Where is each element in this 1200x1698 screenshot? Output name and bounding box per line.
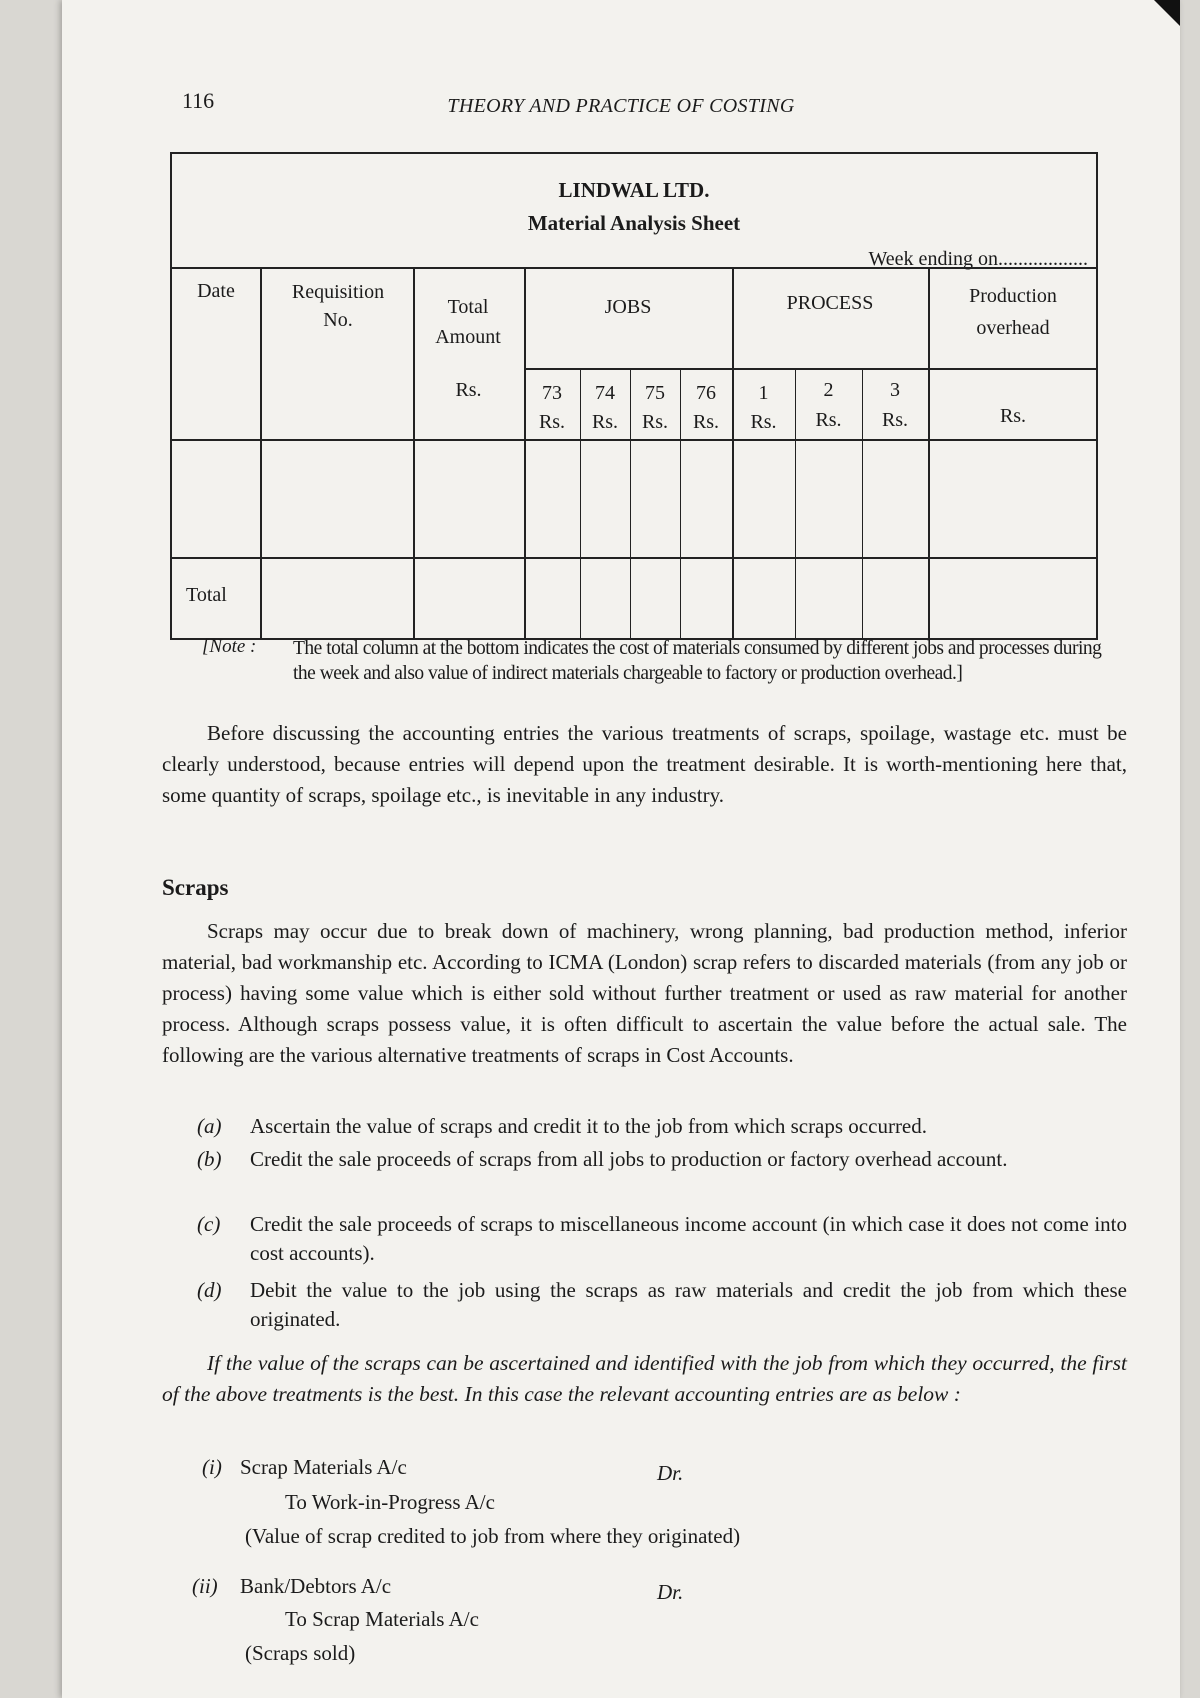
process-number: 3 bbox=[890, 379, 900, 401]
header-jobs: JOBS bbox=[604, 296, 652, 318]
header-process: PROCESS bbox=[786, 292, 874, 314]
entry-narration: (Value of scrap credited to job from where they originated) bbox=[245, 1524, 741, 1548]
overhead-currency: Rs. bbox=[999, 405, 1027, 427]
scraps-paragraph: Scraps may occur due to break down of machinery, wrong planning, bad production method, inferior material, bad workmanship etc. According to ICMA (London) scrap refers to discarded materials (from any job or process) having some value which is either sold without further treatment or used as raw material for another process. Although scraps possess value, it is often difficult to ascertain the value before the actual sale. The following are the various alternative treatments of scraps in Cost Accounts. bbox=[162, 919, 1127, 1067]
entry-label: (ii) bbox=[192, 1574, 218, 1598]
entry-credit: To Scrap Materials A/c bbox=[285, 1607, 479, 1631]
total-row-label: Total bbox=[186, 584, 227, 606]
treatment-text: Credit the sale proceeds of scraps from all jobs to production or factory overhead account. bbox=[250, 1147, 1008, 1171]
book-page bbox=[62, 0, 1180, 1698]
section-heading-scraps: Scraps bbox=[162, 875, 229, 900]
process-currency: Rs. bbox=[815, 409, 842, 431]
page-corner-fold bbox=[1154, 0, 1180, 26]
treatment-label: (a) bbox=[197, 1114, 222, 1138]
job-currency: Rs. bbox=[538, 411, 566, 433]
entry-debit: Bank/Debtors A/c bbox=[240, 1574, 392, 1598]
job-number: 73 bbox=[542, 382, 562, 404]
job-number: 74 bbox=[595, 382, 615, 404]
header-production-overhead: Production overhead bbox=[969, 285, 1057, 339]
entry-dr: Dr. bbox=[657, 1461, 684, 1485]
treatment-text: Debit the value to the job using the scraps as raw materials and credit the job from which these originated. bbox=[250, 1278, 1127, 1331]
job-number: 76 bbox=[696, 382, 716, 404]
process-currency: Rs. bbox=[750, 411, 777, 433]
treatment-label: (b) bbox=[197, 1147, 222, 1171]
header-total-currency: Rs. bbox=[455, 379, 482, 401]
entry-label: (i) bbox=[202, 1455, 222, 1479]
entry-narration: (Scraps sold) bbox=[245, 1641, 356, 1665]
table-rule-sub-header bbox=[524, 368, 1098, 370]
treatment-item bbox=[197, 1112, 1127, 1141]
col-rule bbox=[413, 267, 415, 640]
entry-debit: Scrap Materials A/c bbox=[240, 1455, 407, 1479]
treatment-item bbox=[197, 1145, 1127, 1174]
job-currency: Rs. bbox=[591, 411, 619, 433]
entry-dr: Dr. bbox=[657, 1580, 684, 1604]
table-rule-header-bottom bbox=[172, 439, 1096, 441]
header-total-amount: Total Amount bbox=[435, 296, 501, 348]
process-number: 1 bbox=[758, 382, 769, 404]
header-date: Date bbox=[197, 280, 235, 302]
job-currency: Rs. bbox=[692, 411, 720, 433]
treatment-item bbox=[197, 1276, 1127, 1334]
treatment-label: (d) bbox=[197, 1278, 222, 1302]
week-ending: Week ending on.................. bbox=[868, 248, 1088, 270]
entry-credit: To Work-in-Progress A/c bbox=[285, 1490, 495, 1514]
job-number: 75 bbox=[645, 382, 665, 404]
process-number: 2 bbox=[823, 379, 834, 401]
col-rule bbox=[732, 267, 734, 640]
sheet-title: Material Analysis Sheet bbox=[527, 211, 741, 235]
note-label: [Note : bbox=[202, 636, 257, 657]
col-rule bbox=[928, 267, 930, 640]
col-rule bbox=[524, 267, 526, 640]
process-currency: Rs. bbox=[881, 409, 909, 431]
sheet-company: LINDWAL LTD. bbox=[558, 178, 710, 202]
header-requisition-no: Requisition No. bbox=[291, 281, 385, 331]
job-currency: Rs. bbox=[641, 411, 669, 433]
emphasis-paragraph: If the value of the scraps can be ascertained and identified with the job from which they occurred, the first of the above treatments is the best. In this case the relevant accounting entries are as below : bbox=[162, 1351, 1127, 1406]
running-head: THEORY AND PRACTICE OF COSTING bbox=[447, 95, 795, 117]
page-number: 116 bbox=[182, 88, 215, 113]
note-text: The total column at the bottom indicates the cost of materials consumed by different jobs and processes during the week and also value of indirect materials chargeable to factory or production overhead.] bbox=[293, 638, 1102, 684]
treatment-label: (c) bbox=[197, 1212, 221, 1236]
treatment-item bbox=[197, 1210, 1127, 1268]
col-rule bbox=[260, 267, 262, 640]
treatment-text: Credit the sale proceeds of scraps to miscellaneous income account (in which case it does not come into cost accounts). bbox=[250, 1212, 1127, 1265]
intro-paragraph: Before discussing the accounting entries the various treatments of scraps, spoilage, wastage etc. must be clearly understood, because entries will depend upon the treatment desirable. It is worth-mentioning here that, some quantity of scraps, spoilage etc., is inevitable in any industry. bbox=[162, 721, 1127, 807]
material-analysis-sheet bbox=[170, 152, 1098, 640]
table-rule-top bbox=[172, 267, 1096, 269]
treatment-text: Ascertain the value of scraps and credit it to the job from which scraps occurred. bbox=[250, 1114, 928, 1138]
table-rule-total-top bbox=[172, 557, 1096, 559]
